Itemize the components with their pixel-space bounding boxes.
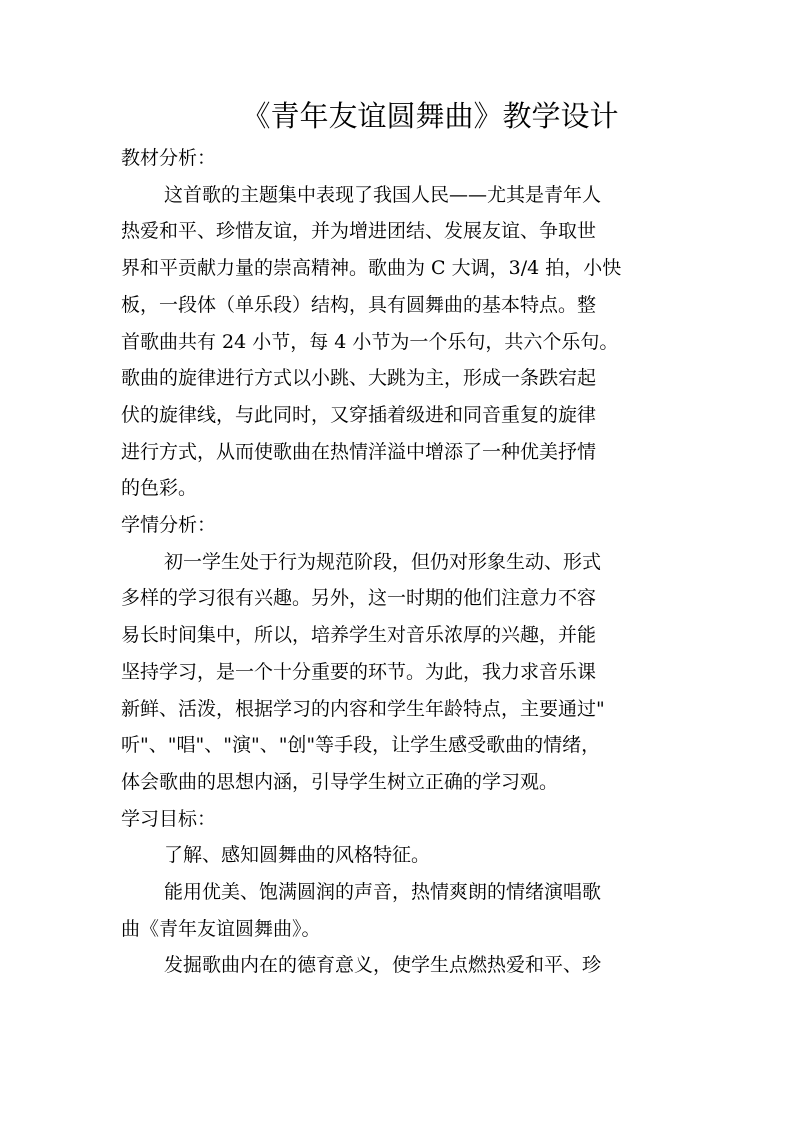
- section-heading-material: 教材分析：: [121, 147, 217, 169]
- paragraph-line: 体会歌曲的思想内涵，引导学生树立正确的学习观。: [121, 770, 559, 793]
- paragraph-line: 这首歌的主题集中表现了我国人民——尤其是青年人: [164, 183, 602, 206]
- goal-item-2: [121, 874, 661, 947]
- paragraph-line: 初一学生处于行为规范阶段，但仍对形象生动、形式: [164, 550, 602, 573]
- section-heading-learner: 学情分析：: [121, 514, 217, 537]
- paragraph-line: 歌曲的旋律进行方式以小跳、大跳为主，形成一条跌宕起: [121, 367, 597, 390]
- paragraph-line: 能用优美、饱满圆润的声音，热情爽朗的情绪演唱歌: [164, 881, 602, 904]
- paragraph-line: 首歌曲共有 24 小节，每 4 小节为一个乐句，共六个乐句。: [121, 330, 619, 353]
- paragraph-line: 多样的学习很有兴趣。另外，这一时期的他们注意力不容: [121, 587, 597, 610]
- document-body: [121, 140, 661, 984]
- paragraph-line: 进行方式，从而使歌曲在热情洋溢中增添了一种优美抒情: [121, 440, 597, 463]
- paragraph-line: 伏的旋律线，与此同时，又穿插着级进和同音重复的旋律: [121, 403, 597, 426]
- material-paragraph: [121, 177, 661, 507]
- document-title: 《青年友谊圆舞曲》教学设计: [241, 99, 619, 133]
- paragraph-line: 发掘歌曲内在的德育意义，使学生点燃热爱和平、珍: [164, 954, 602, 977]
- section-heading-goals: 学习目标：: [121, 807, 217, 830]
- paragraph-line: 新鲜、活泼，根据学习的内容和学生年龄特点，主要通过": [121, 697, 605, 720]
- goal-item-1: [121, 837, 661, 874]
- paragraph-line: 的色彩。: [121, 477, 198, 500]
- learner-paragraph: [121, 544, 661, 801]
- paragraph-line: 曲《青年友谊圆舞曲》。: [121, 917, 321, 940]
- paragraph-line: 板，一段体（单乐段）结构，具有圆舞曲的基本特点。整: [121, 293, 597, 316]
- paragraph-line: 易长时间集中，所以，培养学生对音乐浓厚的兴趣，并能: [121, 624, 597, 647]
- paragraph-line: 坚持学习，是一个十分重要的环节。为此，我力求音乐课: [121, 660, 597, 683]
- paragraph-line: 了解、感知圆舞曲的风格特征。: [164, 844, 431, 867]
- paragraph-line: 界和平贡献力量的崇高精神。歌曲为 C 大调，3/4 拍，小快: [121, 257, 622, 280]
- paragraph-line: 热爱和平、珍惜友谊，并为增进团结、发展友谊、争取世: [121, 220, 597, 243]
- goal-item-3: [121, 947, 661, 984]
- paragraph-line: 听"、"唱"、"演"、"创"等手段，让学生感受歌曲的情绪，: [121, 734, 601, 757]
